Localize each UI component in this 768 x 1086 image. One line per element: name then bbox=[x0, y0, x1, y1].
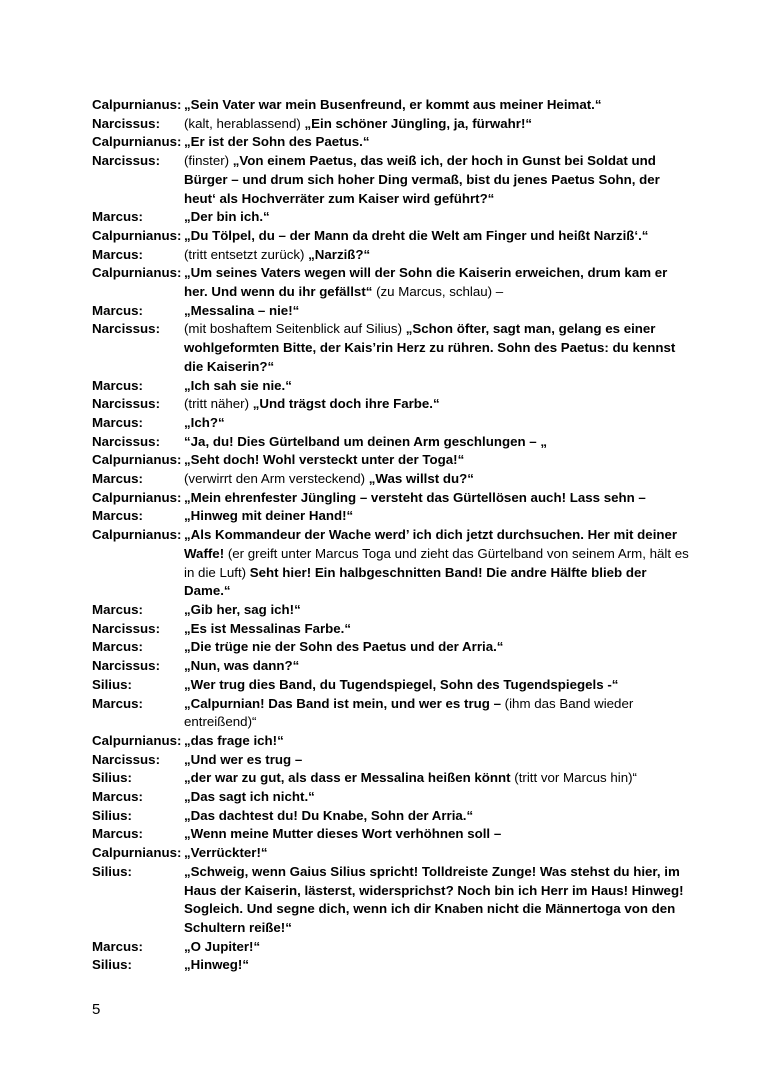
spoken-text: „O Jupiter!“ bbox=[184, 938, 261, 954]
spoken-text: „Um seines Vaters wegen will der Sohn die Kaiserin erweichen, drum kam er her. Und wenn du ihr gefällst“ bbox=[184, 265, 668, 300]
dialogue-text bbox=[184, 115, 692, 134]
speaker-name: Marcus: bbox=[92, 471, 143, 487]
speaker-name: Calpurnianus: bbox=[92, 134, 182, 150]
spoken-text: „Ich?“ bbox=[184, 414, 225, 430]
stage-direction: (tritt näher) bbox=[184, 396, 253, 412]
spoken-text: „Das sagt ich nicht.“ bbox=[184, 789, 315, 805]
dialogue-text bbox=[184, 638, 692, 657]
speaker-name: Narcissus: bbox=[92, 620, 160, 636]
speaker-name: Marcus: bbox=[92, 302, 143, 318]
dialogue-text bbox=[184, 676, 692, 695]
dialogue-line bbox=[92, 676, 692, 695]
speaker-name: Marcus: bbox=[92, 938, 143, 954]
spoken-text: „Die trüge nie der Sohn des Paetus und der Arria.“ bbox=[184, 639, 504, 655]
dialogue-text bbox=[184, 395, 692, 414]
dialogue-text bbox=[184, 96, 692, 115]
dialogue-line bbox=[92, 638, 692, 657]
dialogue-line bbox=[92, 807, 692, 826]
speaker-name: Marcus: bbox=[92, 414, 143, 430]
dialogue-line bbox=[92, 769, 692, 788]
speaker-name: Calpurnianus: bbox=[92, 97, 182, 112]
speaker-name: Narcissus: bbox=[92, 433, 160, 449]
spoken-text: „Ich sah sie nie.“ bbox=[184, 377, 292, 393]
dialogue-text bbox=[184, 620, 692, 639]
dialogue-line bbox=[92, 227, 692, 246]
dialogue-text bbox=[184, 788, 692, 807]
spoken-text: „Nun, was dann?“ bbox=[184, 658, 300, 674]
dialogue-text bbox=[184, 152, 692, 208]
dialogue-text bbox=[184, 470, 692, 489]
speaker-name: Marcus: bbox=[92, 377, 143, 393]
spoken-text: „Schweig, wenn Gaius Silius spricht! Tolldreiste Zunge! Was stehst du hier, im Haus der Kaiserin, lästerst, widersprichst? Noch bin ich Herr im Haus! Hinweg! Sogleich. Und segne dich, wenn ich dir Knaben nicht die Männertoga von den Schultern reiße!“ bbox=[184, 863, 684, 935]
speaker-name: Calpurnianus: bbox=[92, 489, 182, 505]
dialogue-line bbox=[92, 844, 692, 863]
dialogue-line bbox=[92, 470, 692, 489]
dialogue-line bbox=[92, 657, 692, 676]
dialogue-line bbox=[92, 695, 692, 732]
speaker-name: Marcus: bbox=[92, 695, 143, 711]
speaker-name: Marcus: bbox=[92, 789, 143, 805]
speaker-name: Silius: bbox=[92, 676, 132, 692]
spoken-text: „Seht doch! Wohl versteckt unter der Toga!“ bbox=[184, 452, 465, 468]
dialogue-line bbox=[92, 320, 692, 376]
dialogue-text bbox=[184, 377, 692, 396]
spoken-text: „Was willst du?“ bbox=[368, 471, 474, 487]
speaker-name: Silius: bbox=[92, 807, 132, 823]
dialogue-line bbox=[92, 414, 692, 433]
dialogue-line bbox=[92, 526, 692, 601]
speaker-name: Silius: bbox=[92, 770, 132, 786]
dialogue-line bbox=[92, 302, 692, 321]
spoken-text: „Schon öfter, sagt man, gelang es einer wohlgeformten Bitte, der Kais’rin Herz zu rühren. Sohn des Paetus: du kennst die Kaiserin?“ bbox=[184, 321, 676, 374]
dialogue-line bbox=[92, 732, 692, 751]
spoken-text: „der war zu gut, als dass er Messalina heißen könnt bbox=[184, 770, 511, 786]
stage-direction: (finster) bbox=[184, 153, 233, 169]
speaker-name: Marcus: bbox=[92, 209, 143, 225]
dialogue-text bbox=[184, 507, 692, 526]
dialogue-text bbox=[184, 769, 692, 788]
dialogue-text bbox=[184, 695, 692, 732]
dialogue-line bbox=[92, 956, 692, 975]
dialogue-line bbox=[92, 507, 692, 526]
spoken-text: „Hinweg mit deiner Hand!“ bbox=[184, 508, 354, 524]
dialogue-text bbox=[184, 844, 692, 863]
spoken-text: Seht hier! Ein halbgeschnitten Band! Die andre Hälfte blieb der Dame.“ bbox=[184, 564, 647, 599]
dialogue-text bbox=[184, 133, 692, 152]
speaker-name: Narcissus: bbox=[92, 115, 160, 131]
dialogue-line bbox=[92, 620, 692, 639]
script-dialogue bbox=[92, 96, 692, 975]
dialogue-line bbox=[92, 489, 692, 508]
speaker-name: Marcus: bbox=[92, 639, 143, 655]
dialogue-text bbox=[184, 433, 692, 452]
speaker-name: Calpurnianus: bbox=[92, 452, 182, 468]
dialogue-text bbox=[184, 208, 692, 227]
speaker-name: Marcus: bbox=[92, 826, 143, 842]
dialogue-line bbox=[92, 395, 692, 414]
speaker-name: Calpurnianus: bbox=[92, 227, 182, 243]
dialogue-line bbox=[92, 433, 692, 452]
dialogue-text bbox=[184, 956, 692, 975]
dialogue-line bbox=[92, 751, 692, 770]
speaker-name: Calpurnianus: bbox=[92, 845, 182, 861]
dialogue-line bbox=[92, 863, 692, 938]
spoken-text: „Und wer es trug – bbox=[184, 751, 303, 767]
stage-direction: (tritt vor Marcus hin)“ bbox=[510, 770, 637, 786]
spoken-text: „Es ist Messalinas Farbe.“ bbox=[184, 620, 352, 636]
speaker-name: Calpurnianus: bbox=[92, 527, 182, 543]
dialogue-text bbox=[184, 601, 692, 620]
dialogue-line bbox=[92, 451, 692, 470]
spoken-text: „Verrückter!“ bbox=[184, 845, 268, 861]
spoken-text: „Du Tölpel, du – der Mann da dreht die Welt am Finger und heißt Narziß‘.“ bbox=[184, 227, 649, 243]
dialogue-text bbox=[184, 302, 692, 321]
dialogue-line bbox=[92, 133, 692, 152]
stage-direction: (er greift unter Marcus Toga und zieht das Gürtelband von seinem Arm, hält es in die Luft) bbox=[184, 545, 689, 580]
dialogue-text bbox=[184, 938, 692, 957]
stage-direction: (ihm das Band wieder entreißend)“ bbox=[184, 695, 634, 730]
speaker-name: Silius: bbox=[92, 957, 132, 973]
spoken-text: „Mein ehrenfester Jüngling – versteht das Gürtellösen auch! Lass sehn – bbox=[184, 489, 646, 505]
speaker-name: Narcissus: bbox=[92, 153, 160, 169]
spoken-text: „Narziß?“ bbox=[308, 246, 371, 262]
spoken-text: „Wenn meine Mutter dieses Wort verhöhnen soll – bbox=[184, 826, 502, 842]
spoken-text: „Der bin ich.“ bbox=[184, 209, 270, 225]
speaker-name: Narcissus: bbox=[92, 396, 160, 412]
dialogue-text bbox=[184, 320, 692, 376]
stage-direction: (zu Marcus, schlau) – bbox=[372, 284, 504, 300]
stage-direction: (tritt entsetzt zurück) bbox=[184, 246, 309, 262]
spoken-text: „Calpurnian! Das Band ist mein, und wer es trug – bbox=[184, 695, 501, 711]
spoken-text: „Sein Vater war mein Busenfreund, er kommt aus meiner Heimat.“ bbox=[184, 97, 602, 112]
dialogue-line bbox=[92, 788, 692, 807]
spoken-text: „Wer trug dies Band, du Tugendspiegel, Sohn des Tugendspiegels -“ bbox=[184, 676, 619, 692]
spoken-text: „Und trägst doch ihre Farbe.“ bbox=[252, 396, 440, 412]
spoken-text: “Ja, du! Dies Gürtelband um deinen Arm geschlungen – „ bbox=[184, 433, 548, 449]
speaker-name: Silius: bbox=[92, 863, 132, 879]
dialogue-line bbox=[92, 938, 692, 957]
speaker-name: Calpurnianus: bbox=[92, 732, 182, 748]
dialogue-line bbox=[92, 152, 692, 208]
dialogue-text bbox=[184, 732, 692, 751]
dialogue-text bbox=[184, 414, 692, 433]
spoken-text: „das frage ich!“ bbox=[184, 732, 284, 748]
dialogue-text bbox=[184, 825, 692, 844]
speaker-name: Marcus: bbox=[92, 601, 143, 617]
dialogue-text bbox=[184, 657, 692, 676]
dialogue-text bbox=[184, 451, 692, 470]
speaker-name: Calpurnianus: bbox=[92, 265, 182, 281]
dialogue-line bbox=[92, 601, 692, 620]
spoken-text: „Er ist der Sohn des Paetus.“ bbox=[184, 134, 370, 150]
page-number: 5 bbox=[92, 1001, 101, 1018]
dialogue-text bbox=[184, 489, 692, 508]
stage-direction: (mit boshaftem Seitenblick auf Silius) bbox=[184, 321, 406, 337]
dialogue-text bbox=[184, 526, 692, 601]
dialogue-line bbox=[92, 264, 692, 301]
speaker-name: Narcissus: bbox=[92, 658, 160, 674]
dialogue-line bbox=[92, 208, 692, 227]
spoken-text: „Hinweg!“ bbox=[184, 957, 250, 973]
spoken-text: „Von einem Paetus, das weiß ich, der hoch in Gunst bei Soldat und Bürger – und drum sich hoher Ding vermaß, bist du jenes Paetus Sohn, der heut‘ als Hochverräter zum Kaiser wird geführt?“ bbox=[184, 153, 660, 206]
spoken-text: „Gib her, sag ich!“ bbox=[184, 601, 301, 617]
spoken-text: „Als Kommandeur der Wache werd’ ich dich jetzt durchsuchen. Her mit deiner Waffe! bbox=[184, 527, 678, 561]
speaker-name: Marcus: bbox=[92, 246, 143, 262]
dialogue-text bbox=[184, 807, 692, 826]
spoken-text: „Messalina – nie!“ bbox=[184, 302, 300, 318]
speaker-name: Narcissus: bbox=[92, 751, 160, 767]
dialogue-line bbox=[92, 96, 692, 115]
dialogue-text bbox=[184, 863, 692, 938]
dialogue-text bbox=[184, 264, 692, 301]
spoken-text: „Ein schöner Jüngling, ja, fürwahr!“ bbox=[304, 115, 533, 131]
dialogue-line bbox=[92, 246, 692, 265]
spoken-text: „Das dachtest du! Du Knabe, Sohn der Arria.“ bbox=[184, 807, 474, 823]
dialogue-text bbox=[184, 227, 692, 246]
speaker-name: Narcissus: bbox=[92, 321, 160, 337]
dialogue-text bbox=[184, 751, 692, 770]
dialogue-line bbox=[92, 377, 692, 396]
speaker-name: Marcus: bbox=[92, 508, 143, 524]
dialogue-line bbox=[92, 115, 692, 134]
stage-direction: (kalt, herablassend) bbox=[184, 115, 305, 131]
stage-direction: (verwirrt den Arm versteckend) bbox=[184, 471, 369, 487]
dialogue-line bbox=[92, 825, 692, 844]
dialogue-text bbox=[184, 246, 692, 265]
